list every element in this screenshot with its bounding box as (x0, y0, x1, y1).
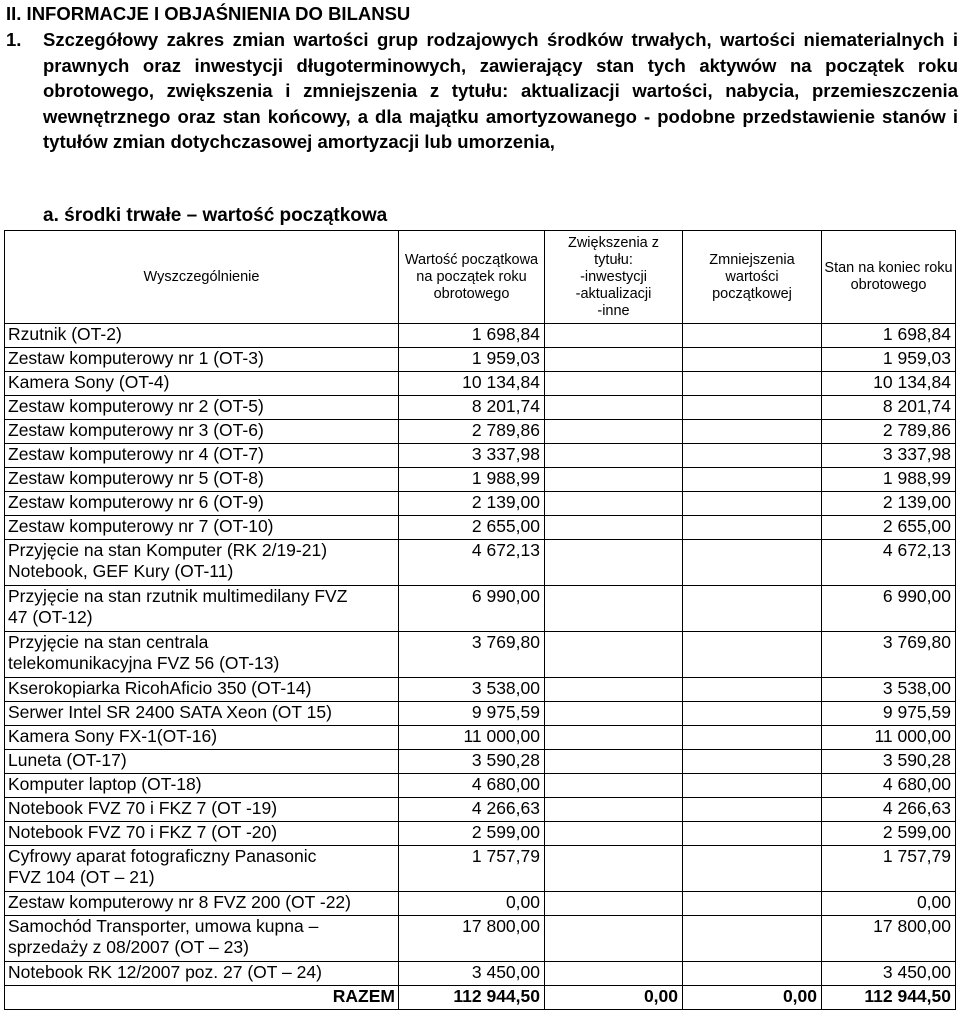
row-description (5, 444, 399, 468)
row-closing-value: 2 599,00 (822, 822, 956, 846)
row-description (5, 798, 399, 822)
row-description-line: Przyjęcie na stan rzutnik multimedilany FVZ (8, 586, 348, 606)
row-decreases (683, 516, 822, 540)
table-row (5, 516, 956, 540)
row-decreases (683, 846, 822, 892)
row-decreases (683, 774, 822, 798)
row-closing-value: 8 201,74 (822, 396, 956, 420)
row-description (5, 916, 399, 962)
row-opening-value: 4 680,00 (399, 774, 545, 798)
row-increases (545, 468, 683, 492)
total-closing-value: 112 944,50 (822, 986, 956, 1010)
row-decreases (683, 586, 822, 632)
row-closing-value: 6 990,00 (822, 586, 956, 632)
row-opening-value: 4 266,63 (399, 798, 545, 822)
row-description (5, 586, 399, 632)
row-decreases (683, 916, 822, 962)
row-increases (545, 586, 683, 632)
fixed-assets-table (4, 230, 956, 1010)
row-increases (545, 702, 683, 726)
row-opening-value: 2 599,00 (399, 822, 545, 846)
row-opening-value: 6 990,00 (399, 586, 545, 632)
row-increases (545, 396, 683, 420)
table-row (5, 798, 956, 822)
row-closing-value: 4 672,13 (822, 540, 956, 586)
table-row (5, 420, 956, 444)
row-decreases (683, 962, 822, 986)
row-description-line: 47 (OT-12) (8, 607, 93, 627)
table-row (5, 678, 956, 702)
table-row (5, 586, 956, 632)
row-description-line: Zestaw komputerowy nr 1 (OT-3) (8, 348, 264, 368)
row-opening-value: 17 800,00 (399, 916, 545, 962)
table-row (5, 348, 956, 372)
table-row (5, 632, 956, 678)
row-decreases (683, 750, 822, 774)
row-closing-value: 1 698,84 (822, 324, 956, 348)
row-decreases (683, 540, 822, 586)
section-heading: II. INFORMACJE I OBJAŚNIENIA DO BILANSU (6, 3, 411, 24)
row-increases (545, 726, 683, 750)
row-description-line: Zestaw komputerowy nr 4 (OT-7) (8, 444, 264, 464)
header-opening-value: Wartość początkowa na początek roku obrotowego (399, 231, 545, 324)
row-closing-value: 1 988,99 (822, 468, 956, 492)
row-closing-value: 1 757,79 (822, 846, 956, 892)
row-closing-value: 3 590,28 (822, 750, 956, 774)
row-description (5, 892, 399, 916)
table-header-row (5, 231, 956, 324)
row-opening-value: 3 450,00 (399, 962, 545, 986)
row-description (5, 632, 399, 678)
intro-number: 1. (6, 29, 22, 50)
row-closing-value: 17 800,00 (822, 916, 956, 962)
row-decreases (683, 702, 822, 726)
row-description (5, 540, 399, 586)
row-description (5, 846, 399, 892)
row-description (5, 962, 399, 986)
row-opening-value: 3 337,98 (399, 444, 545, 468)
table-row (5, 444, 956, 468)
row-decreases (683, 396, 822, 420)
row-opening-value: 1 959,03 (399, 348, 545, 372)
table-row (5, 540, 956, 586)
row-description (5, 750, 399, 774)
table-row (5, 750, 956, 774)
row-closing-value: 11 000,00 (822, 726, 956, 750)
row-description-line: Przyjęcie na stan Komputer (RK 2/19-21) (8, 540, 328, 560)
subheading: a. środki trwałe – wartość początkowa (43, 205, 388, 226)
row-opening-value: 11 000,00 (399, 726, 545, 750)
row-description (5, 822, 399, 846)
row-description-line: Notebook FVZ 70 i FKZ 7 (OT -20) (8, 822, 278, 842)
row-description (5, 492, 399, 516)
header-increases-line: tytułu: (594, 251, 633, 268)
row-opening-value: 9 975,59 (399, 702, 545, 726)
row-closing-value: 4 266,63 (822, 798, 956, 822)
row-description-line: Zestaw komputerowy nr 6 (OT-9) (8, 492, 264, 512)
row-increases (545, 916, 683, 962)
row-description-line: Komputer laptop (OT-18) (8, 774, 202, 794)
table-row (5, 372, 956, 396)
row-decreases (683, 822, 822, 846)
row-decreases (683, 324, 822, 348)
intro-paragraph (6, 27, 958, 155)
total-label: RAZEM (5, 986, 399, 1010)
row-description-line: Zestaw komputerowy nr 3 (OT-6) (8, 420, 264, 440)
row-increases (545, 492, 683, 516)
row-description-line: Cyfrowy aparat fotograficzny Panasonic (8, 846, 317, 866)
header-increases (545, 231, 683, 324)
table-row (5, 822, 956, 846)
table-row (5, 492, 956, 516)
row-description-line: Samochód Transporter, umowa kupna – (8, 916, 319, 936)
row-description-line: Zestaw komputerowy nr 2 (OT-5) (8, 396, 264, 416)
row-description-line: Przyjęcie na stan centrala (8, 632, 209, 652)
table-row (5, 916, 956, 962)
row-increases (545, 798, 683, 822)
row-closing-value: 2 789,86 (822, 420, 956, 444)
row-closing-value: 3 538,00 (822, 678, 956, 702)
header-increases-line: Zwiększenia z (567, 234, 660, 251)
row-increases (545, 892, 683, 916)
row-description (5, 396, 399, 420)
row-closing-value: 9 975,59 (822, 702, 956, 726)
row-description (5, 726, 399, 750)
header-increases-line: -inne (597, 302, 630, 319)
row-opening-value: 3 769,80 (399, 632, 545, 678)
row-increases (545, 372, 683, 396)
row-opening-value: 2 655,00 (399, 516, 545, 540)
row-description (5, 468, 399, 492)
row-closing-value: 2 655,00 (822, 516, 956, 540)
table-row (5, 726, 956, 750)
row-closing-value: 2 139,00 (822, 492, 956, 516)
row-description (5, 702, 399, 726)
row-decreases (683, 420, 822, 444)
row-closing-value: 1 959,03 (822, 348, 956, 372)
row-closing-value: 3 769,80 (822, 632, 956, 678)
row-increases (545, 444, 683, 468)
row-decreases (683, 492, 822, 516)
row-description-line: Zestaw komputerowy nr 8 FVZ 200 (OT -22) (8, 892, 351, 912)
row-description (5, 774, 399, 798)
row-description (5, 420, 399, 444)
row-description-line: Notebook FVZ 70 i FKZ 7 (OT -19) (8, 798, 278, 818)
table-row (5, 324, 956, 348)
row-decreases (683, 348, 822, 372)
row-increases (545, 348, 683, 372)
header-increases-line: -aktualizacji (575, 285, 652, 302)
total-opening-value: 112 944,50 (399, 986, 545, 1010)
row-increases (545, 420, 683, 444)
row-description (5, 678, 399, 702)
row-increases (545, 774, 683, 798)
table-row (5, 962, 956, 986)
row-opening-value: 1 698,84 (399, 324, 545, 348)
row-increases (545, 962, 683, 986)
row-description-line: Luneta (OT-17) (8, 750, 127, 770)
row-description-line: Kserokopiarka RicohAficio 350 (OT-14) (8, 678, 312, 698)
row-opening-value: 2 139,00 (399, 492, 545, 516)
intro-text: Szczegółowy zakres zmian wartości grup rodzajowych środków trwałych, wartości niematerialnych i prawnych oraz inwestycji długoterminowych, zawierający stan tych aktywów na początek roku obrotowego, zwiększenia i zmniejszenia z tytułu: aktualizacji wartości, nabycia, przemieszczenia wewnętrznego oraz stan końcowy, a dla majątku amortyzowanego - podobne przedstawienie stanów i tytułów zmian dotychczasowej amortyzacji lub umorzenia, (43, 29, 958, 152)
row-decreases (683, 798, 822, 822)
header-decreases: Zmniejszenia wartości początkowej (683, 231, 822, 324)
row-increases (545, 632, 683, 678)
row-increases (545, 846, 683, 892)
row-increases (545, 678, 683, 702)
row-description (5, 348, 399, 372)
row-description-line: Serwer Intel SR 2400 SATA Xeon (OT 15) (8, 702, 332, 722)
row-closing-value: 3 450,00 (822, 962, 956, 986)
row-description-line: Notebook, GEF Kury (OT-11) (8, 561, 234, 581)
row-opening-value: 2 789,86 (399, 420, 545, 444)
row-description (5, 372, 399, 396)
table-row (5, 396, 956, 420)
row-increases (545, 516, 683, 540)
row-description-line: telekomunikacyjna FVZ 56 (OT-13) (8, 653, 280, 673)
header-description: Wyszczególnienie (5, 231, 399, 324)
row-description (5, 516, 399, 540)
header-increases-line: -inwestycji (580, 268, 647, 285)
row-opening-value: 8 201,74 (399, 396, 545, 420)
row-description-line: Kamera Sony FX-1(OT-16) (8, 726, 218, 746)
row-increases (545, 822, 683, 846)
header-closing-value: Stan na koniec roku obrotowego (822, 231, 956, 324)
row-closing-value: 10 134,84 (822, 372, 956, 396)
row-closing-value: 0,00 (822, 892, 956, 916)
table-row (5, 846, 956, 892)
row-description-line: sprzedaży z 08/2007 (OT – 23) (8, 937, 249, 957)
row-decreases (683, 372, 822, 396)
row-opening-value: 10 134,84 (399, 372, 545, 396)
row-description-line: Zestaw komputerowy nr 5 (OT-8) (8, 468, 264, 488)
row-opening-value: 1 757,79 (399, 846, 545, 892)
row-closing-value: 4 680,00 (822, 774, 956, 798)
row-decreases (683, 468, 822, 492)
table-row (5, 774, 956, 798)
row-decreases (683, 726, 822, 750)
row-description-line: FVZ 104 (OT – 21) (8, 867, 155, 887)
row-increases (545, 750, 683, 774)
row-decreases (683, 892, 822, 916)
row-decreases (683, 444, 822, 468)
table-row (5, 468, 956, 492)
row-opening-value: 3 538,00 (399, 678, 545, 702)
table-body (5, 324, 956, 986)
row-opening-value: 1 988,99 (399, 468, 545, 492)
row-description-line: Rzutnik (OT-2) (8, 324, 122, 344)
row-decreases (683, 632, 822, 678)
row-opening-value: 3 590,28 (399, 750, 545, 774)
row-description-line: Kamera Sony (OT-4) (8, 372, 170, 392)
row-opening-value: 0,00 (399, 892, 545, 916)
row-closing-value: 3 337,98 (822, 444, 956, 468)
row-description-line: Zestaw komputerowy nr 7 (OT-10) (8, 516, 274, 536)
total-row (5, 986, 956, 1010)
row-description-line: Notebook RK 12/2007 poz. 27 (OT – 24) (8, 962, 322, 982)
row-decreases (683, 678, 822, 702)
row-increases (545, 324, 683, 348)
table-row (5, 892, 956, 916)
row-opening-value: 4 672,13 (399, 540, 545, 586)
total-increases: 0,00 (545, 986, 683, 1010)
total-decreases: 0,00 (683, 986, 822, 1010)
row-increases (545, 540, 683, 586)
row-description (5, 324, 399, 348)
table-row (5, 702, 956, 726)
